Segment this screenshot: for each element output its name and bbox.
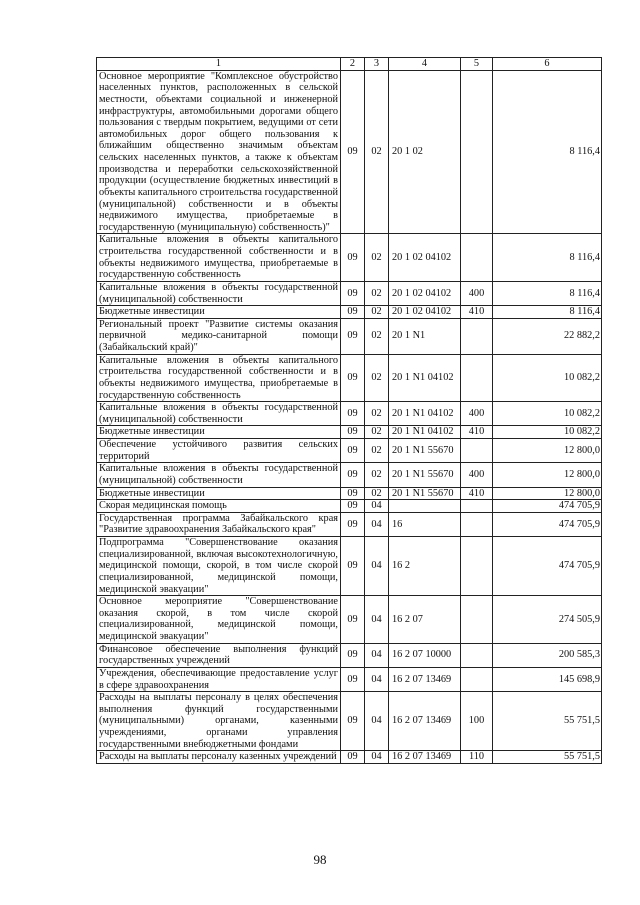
section-code-cell: 09 xyxy=(341,512,365,536)
table-row xyxy=(97,306,602,319)
subsection-code-cell: 02 xyxy=(365,318,389,354)
row-name-cell: Бюджетные инвестиции xyxy=(97,306,341,319)
table-row xyxy=(97,596,602,644)
row-name-cell: Бюджетные инвестиции xyxy=(97,426,341,439)
subsection-code-cell: 04 xyxy=(365,643,389,667)
target-article-cell: 20 1 02 04102 xyxy=(389,306,461,319)
expense-type-cell: 410 xyxy=(461,426,493,439)
section-code-cell: 09 xyxy=(341,318,365,354)
column-header: 2 xyxy=(341,58,365,71)
row-name-cell: Расходы на выплаты персоналу казенных учреждений xyxy=(97,751,341,764)
subsection-code-cell: 02 xyxy=(365,354,389,402)
amount-cell: 274 505,9 xyxy=(493,596,602,644)
table-row xyxy=(97,500,602,513)
table-row xyxy=(97,318,602,354)
expense-type-cell xyxy=(461,70,493,234)
row-name-cell: Бюджетные инвестиции xyxy=(97,487,341,500)
amount-cell: 12 800,0 xyxy=(493,463,602,487)
expense-type-cell: 100 xyxy=(461,692,493,751)
amount-cell: 8 116,4 xyxy=(493,70,602,234)
table-row xyxy=(97,537,602,596)
expense-type-cell: 110 xyxy=(461,751,493,764)
expense-type-cell xyxy=(461,318,493,354)
target-article-cell: 20 1 N1 04102 xyxy=(389,354,461,402)
row-name-cell: Капитальные вложения в объекты капитального строительства государственной собственности и в объекты недвижимого имущества, приобретаемые в государственную собственность xyxy=(97,354,341,402)
section-code-cell: 09 xyxy=(341,643,365,667)
expense-type-cell: 400 xyxy=(461,402,493,426)
section-code-cell: 09 xyxy=(341,500,365,513)
subsection-code-cell: 02 xyxy=(365,463,389,487)
section-code-cell: 09 xyxy=(341,234,365,282)
table-row xyxy=(97,643,602,667)
subsection-code-cell: 04 xyxy=(365,596,389,644)
target-article-cell: 16 2 xyxy=(389,537,461,596)
table-row xyxy=(97,439,602,463)
page-number: 98 xyxy=(313,852,327,867)
subsection-code-cell: 04 xyxy=(365,751,389,764)
table-row xyxy=(97,426,602,439)
column-header: 5 xyxy=(461,58,493,71)
amount-cell: 8 116,4 xyxy=(493,281,602,305)
expense-type-cell: 400 xyxy=(461,281,493,305)
expense-type-cell xyxy=(461,537,493,596)
section-code-cell: 09 xyxy=(341,439,365,463)
amount-cell: 8 116,4 xyxy=(493,306,602,319)
subsection-code-cell: 02 xyxy=(365,439,389,463)
table-row xyxy=(97,667,602,691)
expense-type-cell xyxy=(461,667,493,691)
row-name-cell: Расходы на выплаты персоналу в целях обеспечения выполнения функций государственными (муниципальными) органами, казенными учреждениями, органами управления государственными внебюджетными фондами xyxy=(97,692,341,751)
target-article-cell: 20 1 N1 04102 xyxy=(389,402,461,426)
target-article-cell: 20 1 02 xyxy=(389,70,461,234)
subsection-code-cell: 04 xyxy=(365,512,389,536)
row-name-cell: Обеспечение устойчивого развития сельских территорий xyxy=(97,439,341,463)
expense-type-cell xyxy=(461,500,493,513)
section-code-cell: 09 xyxy=(341,70,365,234)
amount-cell: 10 082,2 xyxy=(493,354,602,402)
section-code-cell: 09 xyxy=(341,537,365,596)
column-header: 4 xyxy=(389,58,461,71)
expense-type-cell xyxy=(461,512,493,536)
expense-type-cell xyxy=(461,354,493,402)
row-name-cell: Скорая медицинская помощь xyxy=(97,500,341,513)
amount-cell: 55 751,5 xyxy=(493,751,602,764)
target-article-cell: 20 1 N1 55670 xyxy=(389,463,461,487)
row-name-cell: Подпрограмма "Совершенствование оказания специализированной, включая высокотехнологичную, медицинской помощи, скорой, в том числе скорой специализированной, медицинской помощи, медицинской эвакуации" xyxy=(97,537,341,596)
amount-cell: 145 698,9 xyxy=(493,667,602,691)
section-code-cell: 09 xyxy=(341,751,365,764)
section-code-cell: 09 xyxy=(341,692,365,751)
table-row xyxy=(97,751,602,764)
row-name-cell: Капитальные вложения в объекты государственной (муниципальной) собственности xyxy=(97,402,341,426)
subsection-code-cell: 02 xyxy=(365,306,389,319)
amount-cell: 22 882,2 xyxy=(493,318,602,354)
section-code-cell: 09 xyxy=(341,463,365,487)
subsection-code-cell: 02 xyxy=(365,281,389,305)
subsection-code-cell: 02 xyxy=(365,402,389,426)
table-row xyxy=(97,234,602,282)
table-row xyxy=(97,463,602,487)
subsection-code-cell: 04 xyxy=(365,537,389,596)
amount-cell: 474 705,9 xyxy=(493,500,602,513)
row-name-cell: Капитальные вложения в объекты государственной (муниципальной) собственности xyxy=(97,281,341,305)
expense-type-cell xyxy=(461,234,493,282)
amount-cell: 200 585,3 xyxy=(493,643,602,667)
column-header: 1 xyxy=(97,58,341,71)
subsection-code-cell: 02 xyxy=(365,234,389,282)
subsection-code-cell: 04 xyxy=(365,692,389,751)
expense-type-cell xyxy=(461,643,493,667)
section-code-cell: 09 xyxy=(341,354,365,402)
amount-cell: 12 800,0 xyxy=(493,487,602,500)
target-article-cell: 16 2 07 xyxy=(389,596,461,644)
section-code-cell: 09 xyxy=(341,306,365,319)
expense-type-cell: 410 xyxy=(461,306,493,319)
amount-cell: 12 800,0 xyxy=(493,439,602,463)
target-article-cell: 16 2 07 13469 xyxy=(389,692,461,751)
row-name-cell: Финансовое обеспечение выполнения функций государственных учреждений xyxy=(97,643,341,667)
table-row xyxy=(97,487,602,500)
table-row xyxy=(97,512,602,536)
row-name-cell: Учреждения, обеспечивающие предоставление услуг в сфере здравоохранения xyxy=(97,667,341,691)
expense-type-cell: 400 xyxy=(461,463,493,487)
target-article-cell: 16 2 07 13469 xyxy=(389,751,461,764)
section-code-cell: 09 xyxy=(341,596,365,644)
amount-cell: 10 082,2 xyxy=(493,426,602,439)
column-header: 3 xyxy=(365,58,389,71)
target-article-cell xyxy=(389,500,461,513)
target-article-cell: 20 1 02 04102 xyxy=(389,234,461,282)
table-row xyxy=(97,354,602,402)
target-article-cell: 16 2 07 10000 xyxy=(389,643,461,667)
amount-cell: 474 705,9 xyxy=(493,512,602,536)
subsection-code-cell: 04 xyxy=(365,500,389,513)
section-code-cell: 09 xyxy=(341,667,365,691)
table-row xyxy=(97,281,602,305)
column-header: 6 xyxy=(493,58,602,71)
section-code-cell: 09 xyxy=(341,281,365,305)
target-article-cell: 20 1 N1 55670 xyxy=(389,439,461,463)
budget-table xyxy=(96,57,602,764)
target-article-cell: 20 1 02 04102 xyxy=(389,281,461,305)
section-code-cell: 09 xyxy=(341,402,365,426)
row-name-cell: Государственная программа Забайкальского края "Развитие здравоохранения Забайкальского края" xyxy=(97,512,341,536)
row-name-cell: Региональный проект "Развитие системы оказания первичной медико-санитарной помощи (Забайкальский край)" xyxy=(97,318,341,354)
section-code-cell: 09 xyxy=(341,487,365,500)
subsection-code-cell: 04 xyxy=(365,667,389,691)
target-article-cell: 16 2 07 13469 xyxy=(389,667,461,691)
subsection-code-cell: 02 xyxy=(365,426,389,439)
amount-cell: 10 082,2 xyxy=(493,402,602,426)
expense-type-cell xyxy=(461,439,493,463)
row-name-cell: Капитальные вложения в объекты государственной (муниципальной) собственности xyxy=(97,463,341,487)
expense-type-cell xyxy=(461,596,493,644)
amount-cell: 8 116,4 xyxy=(493,234,602,282)
row-name-cell: Капитальные вложения в объекты капитального строительства государственной собственности и в объекты недвижимого имущества, приобретаемые в государственную собственность xyxy=(97,234,341,282)
section-code-cell: 09 xyxy=(341,426,365,439)
table-row xyxy=(97,70,602,234)
target-article-cell: 20 1 N1 04102 xyxy=(389,426,461,439)
expense-type-cell: 410 xyxy=(461,487,493,500)
row-name-cell: Основное мероприятие "Комплексное обустройство населенных пунктов, расположенных в сельской местности, объектами социальной и инженерной инфраструктуры, автомобильными дорогами общего пользования с твердым покрытием, ведущими от сети автомобильных дорог общего пользования к ближайшим общественно значимым объектам сельских населенных пунктов, а также к объектам производства и переработки сельскохозяйственной продукции (осуществление бюджетных инвестиций в объекты капитального строительства государственной (муниципальной) собственности и в объекты недвижимого имущества, приобретаемые в государственную (муниципальную) собственность)" xyxy=(97,70,341,234)
table-row xyxy=(97,692,602,751)
target-article-cell: 20 1 N1 55670 xyxy=(389,487,461,500)
header-row xyxy=(97,58,602,71)
target-article-cell: 20 1 N1 xyxy=(389,318,461,354)
target-article-cell: 16 xyxy=(389,512,461,536)
subsection-code-cell: 02 xyxy=(365,70,389,234)
row-name-cell: Основное мероприятие "Совершенствование оказания скорой, в том числе скорой специализированной, медицинской помощи, медицинской эвакуации" xyxy=(97,596,341,644)
amount-cell: 55 751,5 xyxy=(493,692,602,751)
table-row xyxy=(97,402,602,426)
subsection-code-cell: 02 xyxy=(365,487,389,500)
amount-cell: 474 705,9 xyxy=(493,537,602,596)
